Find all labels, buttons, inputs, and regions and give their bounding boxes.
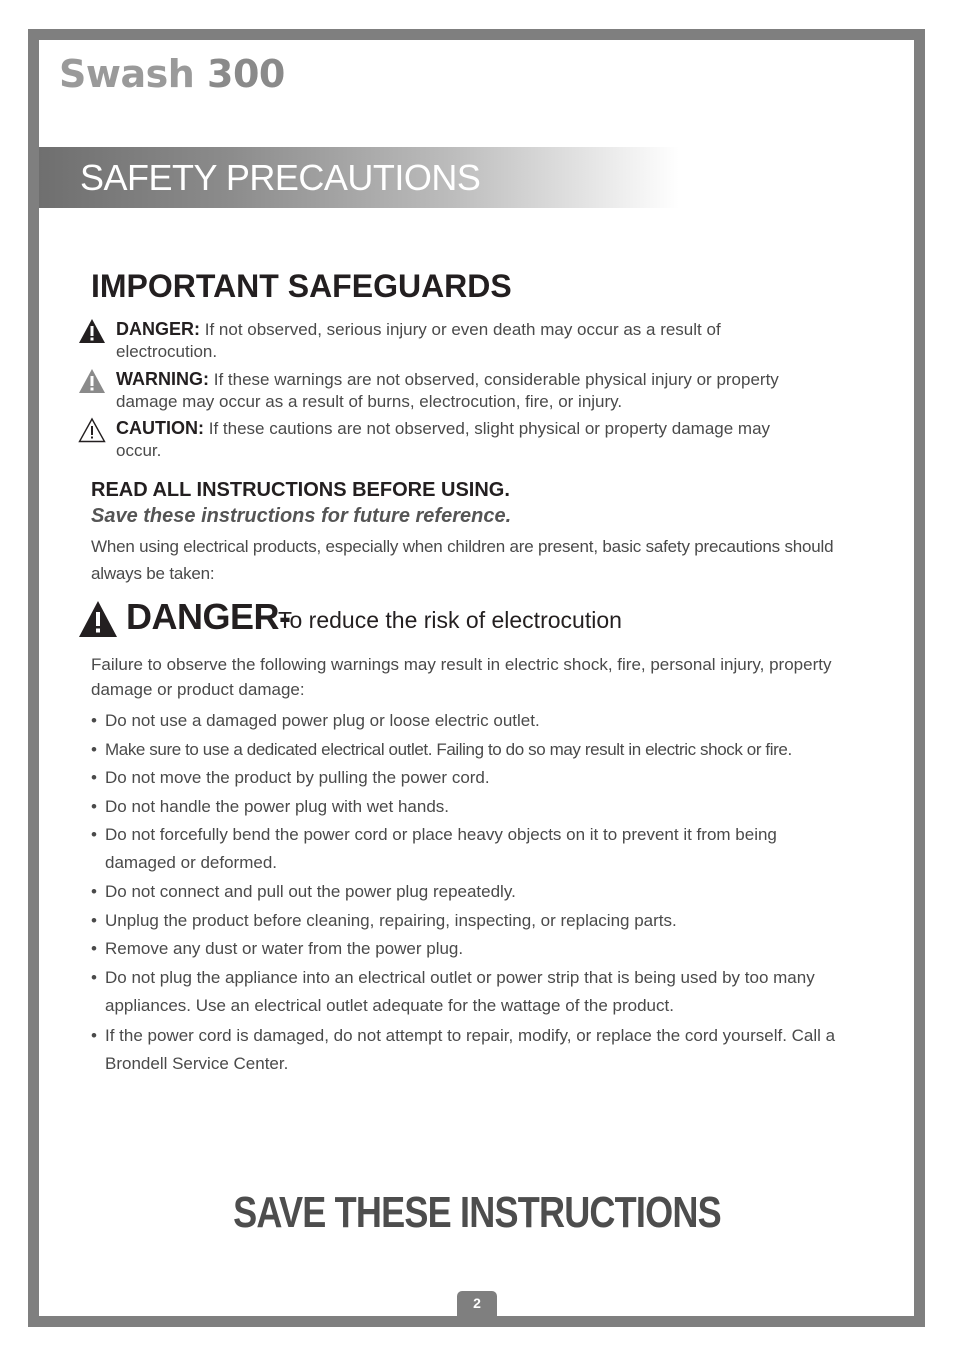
list-item: • Make sure to use a dedicated electrical outlet. Failing to do so may result in electric shock or fire. xyxy=(91,736,891,764)
danger-text: If not observed, serious injury or even death may occur as a result of electrocution. xyxy=(116,320,721,361)
bullet-icon: • xyxy=(91,1026,97,1045)
section-banner xyxy=(39,147,679,208)
warning-level xyxy=(78,368,798,413)
when-using-paragraph: When using electrical products, especially when children are present, basic safety precautions should always be taken: xyxy=(91,537,834,583)
list-item: • Remove any dust or water from the power plug. xyxy=(91,935,891,963)
bullet-icon: • xyxy=(91,882,97,901)
danger-label: DANGER: xyxy=(116,319,200,339)
bullet-icon: • xyxy=(91,740,97,759)
warning-label: WARNING: xyxy=(116,369,209,389)
warning-text: If these warnings are not observed, considerable physical injury or property damage may occur as a result of burns, electrocution, fire, or injury. xyxy=(116,370,779,411)
read-all-heading: READ ALL INSTRUCTIONS BEFORE USING. xyxy=(91,479,510,501)
list-item: • Do not handle the power plug with wet hands. xyxy=(91,793,891,821)
list-item: • Do not connect and pull out the power plug repeatedly. xyxy=(91,878,891,906)
list-item: • Do not forcefully bend the power cord or place heavy objects on it to prevent it from being damaged or deformed. xyxy=(91,821,851,877)
caution-text: If these cautions are not observed, slight physical or property damage may occur. xyxy=(116,419,771,460)
danger-icon xyxy=(78,600,118,638)
bullet-icon: • xyxy=(91,711,97,730)
list-item: • Do not plug the appliance into an electrical outlet or power strip that is being used by too many appliances. Use an electrical outlet adequate for the wattage of the product. xyxy=(91,964,881,1020)
bullet-icon: • xyxy=(91,968,97,987)
caution-icon xyxy=(78,417,106,443)
caution-label: CAUTION: xyxy=(116,418,204,438)
list-item: • Unplug the product before cleaning, repairing, inspecting, or replacing parts. xyxy=(91,907,891,935)
brand-logo xyxy=(59,52,285,96)
caution-level xyxy=(78,417,798,462)
danger-word: DANGER- xyxy=(126,596,291,637)
list-item: • If the power cord is damaged, do not attempt to repair, modify, or replace the cord yourself. Call a Brondell Service Center. xyxy=(91,1022,851,1078)
brand-model: 300 xyxy=(207,52,285,96)
warning-icon xyxy=(78,368,106,394)
danger-intro: Failure to observe the following warnings may result in electric shock, fire, personal injury, property damage or product damage: xyxy=(91,655,832,699)
save-these-instructions: SAVE THESE INSTRUCTIONS xyxy=(233,1188,721,1237)
list-item: • Do not use a damaged power plug or loose electric outlet. xyxy=(91,707,891,735)
danger-subtitle: To reduce the risk of electrocution xyxy=(278,607,622,633)
safeguards-title: IMPORTANT SAFEGUARDS xyxy=(91,268,512,304)
list-item: • Do not move the product by pulling the power cord. xyxy=(91,764,891,792)
danger-level xyxy=(78,318,798,363)
save-reference-note: Save these instructions for future reference. xyxy=(91,505,512,527)
page-number: 2 xyxy=(457,1291,497,1316)
brand-name: Swash xyxy=(59,52,195,96)
banner-title: SAFETY PRECAUTIONS xyxy=(80,157,481,198)
bullet-icon: • xyxy=(91,911,97,930)
bullet-icon: • xyxy=(91,939,97,958)
bullet-icon: • xyxy=(91,797,97,816)
bullet-icon: • xyxy=(91,768,97,787)
danger-icon xyxy=(78,318,106,344)
bullet-icon: • xyxy=(91,825,97,844)
